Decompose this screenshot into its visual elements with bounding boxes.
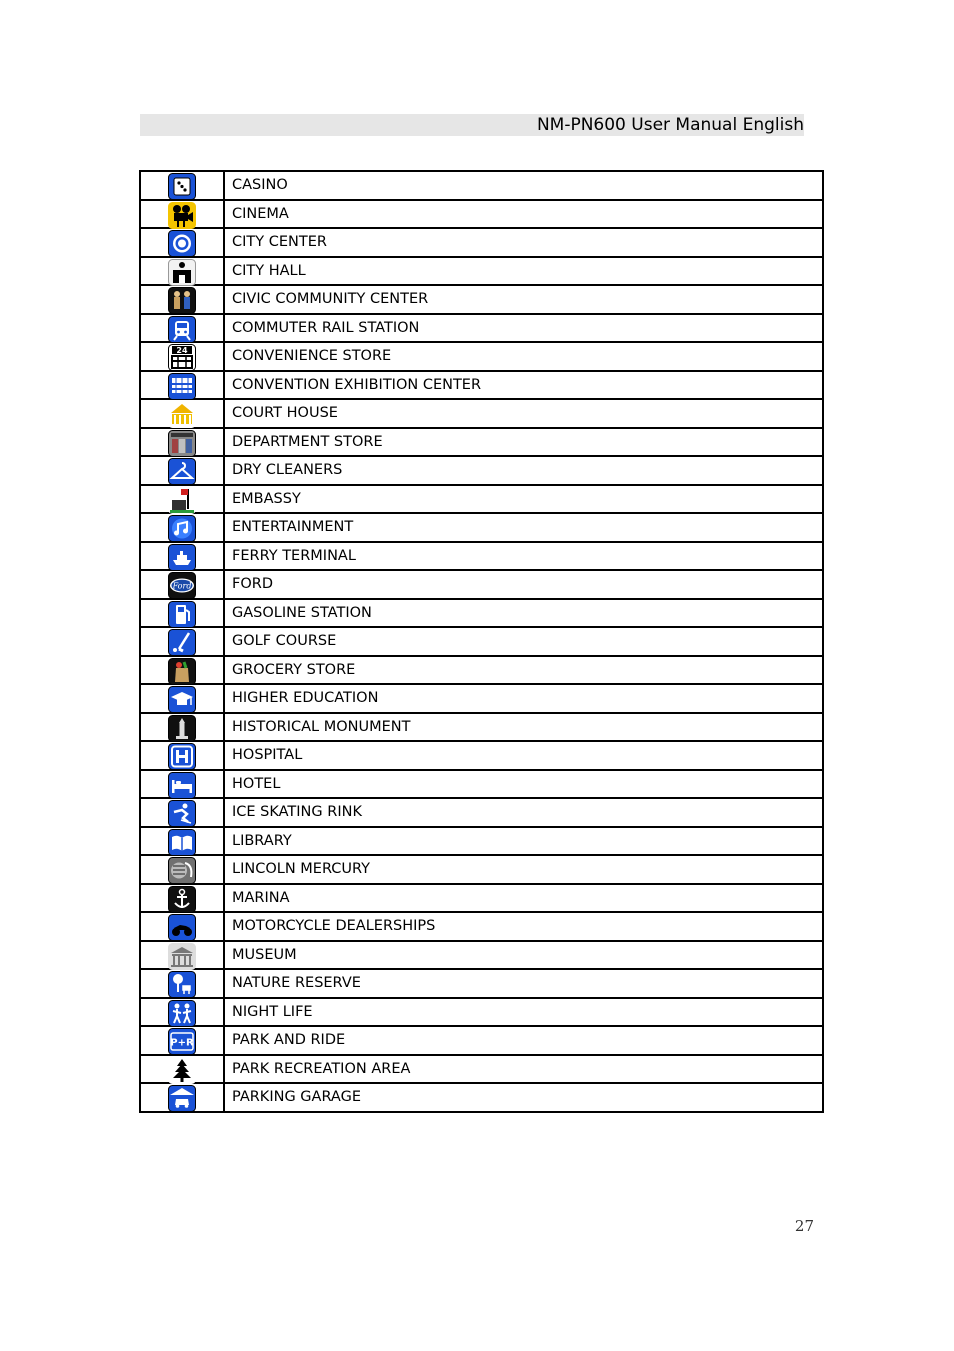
poi-category-label: COURT HOUSE: [224, 399, 823, 428]
city-hall-icon: [168, 259, 196, 286]
embassy-icon: [168, 487, 196, 514]
court-house-icon: [168, 401, 196, 428]
icon-cell: [140, 570, 224, 599]
night-life-icon: [168, 1000, 196, 1027]
header-bar: [140, 114, 804, 136]
poi-category-label: CIVIC COMMUNITY CENTER: [224, 285, 823, 314]
icon-cell: [140, 200, 224, 229]
convention-exhibition-center-icon: [168, 373, 196, 400]
table-row: [140, 969, 823, 998]
table-row: [140, 1083, 823, 1112]
table-row: [140, 456, 823, 485]
poi-category-label: CITY HALL: [224, 257, 823, 286]
icon-cell: [140, 627, 224, 656]
city-center-icon: [168, 230, 196, 257]
poi-category-label: DEPARTMENT STORE: [224, 428, 823, 457]
poi-category-label: CONVENIENCE STORE: [224, 342, 823, 371]
table-row: [140, 171, 823, 200]
table-row: [140, 627, 823, 656]
poi-category-label: NIGHT LIFE: [224, 998, 823, 1027]
poi-category-label: NATURE RESERVE: [224, 969, 823, 998]
table-row: [140, 827, 823, 856]
icon-cell: [140, 257, 224, 286]
icon-cell: [140, 456, 224, 485]
poi-category-label: GROCERY STORE: [224, 656, 823, 685]
civic-community-center-icon: [168, 287, 196, 314]
ice-skating-rink-icon: [168, 800, 196, 827]
poi-category-label: MOTORCYCLE DEALERSHIPS: [224, 912, 823, 941]
icon-cell: [140, 684, 224, 713]
poi-category-label: HISTORICAL MONUMENT: [224, 713, 823, 742]
park-and-ride-icon: [168, 1028, 196, 1055]
table-row: [140, 542, 823, 571]
marina-icon: [168, 886, 196, 913]
icon-cell: [140, 342, 224, 371]
poi-category-label: LIBRARY: [224, 827, 823, 856]
poi-category-label: PARK RECREATION AREA: [224, 1055, 823, 1084]
table-row: [140, 912, 823, 941]
icon-cell: [140, 656, 224, 685]
parking-garage-icon: [168, 1085, 196, 1112]
table-row: [140, 998, 823, 1027]
department-store-icon: [168, 430, 196, 457]
poi-category-label: COMMUTER RAIL STATION: [224, 314, 823, 343]
table-row: [140, 285, 823, 314]
poi-category-label: FERRY TERMINAL: [224, 542, 823, 571]
hospital-icon: [168, 743, 196, 770]
higher-education-icon: [168, 686, 196, 713]
icon-cell: [140, 428, 224, 457]
table-row: [140, 371, 823, 400]
nature-reserve-icon: [168, 971, 196, 998]
svg-text:Ford: Ford: [172, 581, 192, 591]
table-row: [140, 684, 823, 713]
poi-category-label: MUSEUM: [224, 941, 823, 970]
poi-icon-table: [139, 170, 824, 1113]
poi-category-label: CINEMA: [224, 200, 823, 229]
poi-category-label: DRY CLEANERS: [224, 456, 823, 485]
poi-category-label: PARKING GARAGE: [224, 1083, 823, 1112]
icon-cell: [140, 542, 224, 571]
golf-course-icon: [168, 629, 196, 656]
table-row: [140, 257, 823, 286]
table-row: [140, 314, 823, 343]
table-row: [140, 570, 823, 599]
table-row: [140, 656, 823, 685]
table-row: [140, 1055, 823, 1084]
poi-category-label: CASINO: [224, 171, 823, 200]
poi-category-label: ICE SKATING RINK: [224, 798, 823, 827]
table-row: [140, 741, 823, 770]
museum-icon: [168, 943, 196, 970]
icon-cell: [140, 1026, 224, 1055]
icon-cell: [140, 314, 224, 343]
poi-category-label: CITY CENTER: [224, 228, 823, 257]
icon-cell: [140, 285, 224, 314]
svg-text:P+R: P+R: [170, 1037, 194, 1049]
table-row: [140, 399, 823, 428]
ford-icon: [168, 572, 196, 599]
table-row: [140, 599, 823, 628]
table-row: [140, 228, 823, 257]
page-header-title: NM-PN600 User Manual English: [536, 115, 804, 135]
table-row: [140, 1026, 823, 1055]
table-row: [140, 342, 823, 371]
table-row: [140, 428, 823, 457]
poi-category-label: MARINA: [224, 884, 823, 913]
dry-cleaners-icon: [168, 458, 196, 485]
table-row: [140, 770, 823, 799]
icon-cell: [140, 770, 224, 799]
icon-cell: [140, 798, 224, 827]
table-row: [140, 200, 823, 229]
motorcycle-dealerships-icon: [168, 914, 196, 941]
entertainment-icon: [168, 515, 196, 542]
icon-cell: [140, 855, 224, 884]
icon-cell: [140, 171, 224, 200]
icon-cell: [140, 827, 224, 856]
table-row: [140, 513, 823, 542]
poi-category-label: EMBASSY: [224, 485, 823, 514]
poi-category-label: GOLF COURSE: [224, 627, 823, 656]
poi-category-label: GASOLINE STATION: [224, 599, 823, 628]
cinema-icon: [168, 202, 196, 229]
table-row: [140, 485, 823, 514]
svg-text:24: 24: [176, 346, 188, 355]
icon-cell: [140, 371, 224, 400]
icon-cell: [140, 1055, 224, 1084]
lincoln-mercury-icon: [168, 857, 196, 884]
poi-category-label: LINCOLN MERCURY: [224, 855, 823, 884]
poi-category-label: HOTEL: [224, 770, 823, 799]
table-row: [140, 855, 823, 884]
table-row: [140, 798, 823, 827]
table-row: [140, 941, 823, 970]
icon-cell: [140, 941, 224, 970]
historical-monument-icon: [168, 715, 196, 742]
poi-table-body: [140, 171, 823, 1112]
park-recreation-area-icon: [168, 1057, 196, 1084]
icon-cell: [140, 912, 224, 941]
ferry-terminal-icon: [168, 544, 196, 571]
poi-category-label: FORD: [224, 570, 823, 599]
library-icon: [168, 829, 196, 856]
icon-cell: [140, 399, 224, 428]
convenience-store-icon: [168, 344, 196, 371]
grocery-store-icon: [168, 658, 196, 685]
icon-cell: [140, 513, 224, 542]
icon-cell: [140, 884, 224, 913]
icon-cell: [140, 599, 224, 628]
poi-category-label: PARK AND RIDE: [224, 1026, 823, 1055]
poi-category-label: CONVENTION EXHIBITION CENTER: [224, 371, 823, 400]
icon-cell: [140, 998, 224, 1027]
table-row: [140, 713, 823, 742]
commuter-rail-station-icon: [168, 316, 196, 343]
poi-category-label: HOSPITAL: [224, 741, 823, 770]
poi-category-label: HIGHER EDUCATION: [224, 684, 823, 713]
hotel-icon: [168, 772, 196, 799]
poi-category-label: ENTERTAINMENT: [224, 513, 823, 542]
icon-cell: [140, 969, 224, 998]
icon-cell: [140, 228, 224, 257]
icon-cell: [140, 741, 224, 770]
page-number: 27: [794, 1217, 814, 1235]
icon-cell: [140, 485, 224, 514]
gasoline-station-icon: [168, 601, 196, 628]
table-row: [140, 884, 823, 913]
casino-icon: [168, 173, 196, 200]
icon-cell: [140, 1083, 224, 1112]
icon-cell: [140, 713, 224, 742]
